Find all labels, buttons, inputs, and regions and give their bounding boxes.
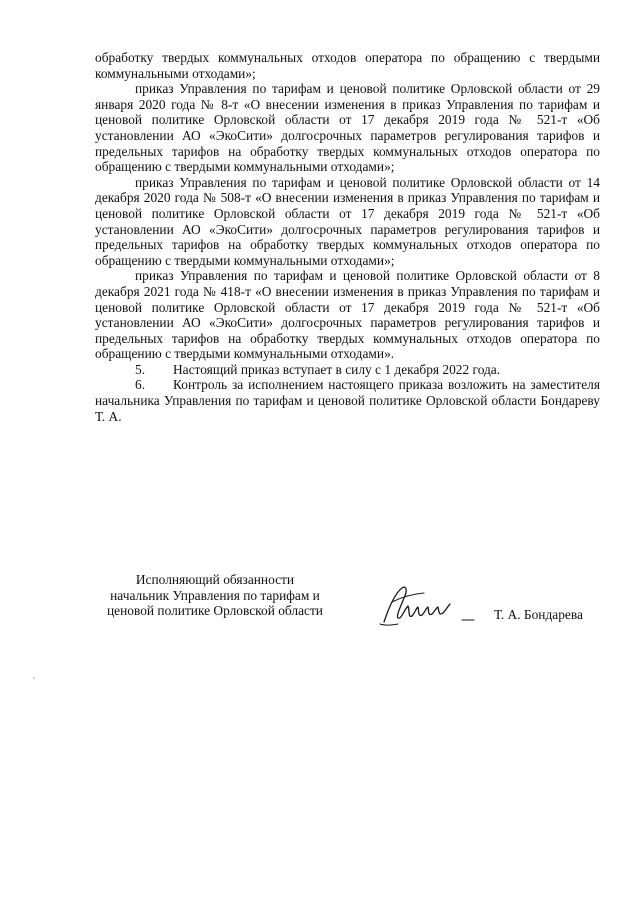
item-number: 5. (135, 361, 146, 377)
handwritten-signature (378, 580, 478, 630)
item-text: Настоящий приказ вступает в силу с 1 декабря 2022 года. (173, 361, 501, 377)
item-text: Контроль за исполнением настоящего приказа возложить на заместителя начальника Управления по тарифам и ценовой политике Орловской области Бондареву Т. А. (95, 377, 600, 424)
numbered-item-5 (95, 362, 600, 378)
signatory-position (90, 572, 340, 619)
paragraph-order-2020-december: приказ Управления по тарифам и ценовой политике Орловской области от 14 декабря 2020 года № 508-т «О внесении изменения в приказ Управления по тарифам и ценовой политике Орловской области от 17 декабря 2019 года № 521-т «Об установлении АО «ЭкоСити» долгосрочных параметров регулирования тарифов и предельных тарифов на обработку твердых коммунальных отходов оператора по обращению с твердыми коммунальными отходами»; (95, 174, 600, 268)
scan-speck (33, 677, 35, 679)
position-line: Исполняющий обязанности (135, 572, 295, 587)
document-body (95, 50, 600, 424)
numbered-item-6 (95, 377, 600, 424)
signatory-name: Т. А. Бондарева (494, 607, 583, 622)
paragraph-continuation: обработку твердых коммунальных отходов оператора по обращению с твердыми коммунальными отходами»; (95, 50, 600, 81)
position-line: ценовой политике Орловской области (107, 603, 323, 619)
paragraph-order-2020-january: приказ Управления по тарифам и ценовой политике Орловской области от 29 января 2020 года № 8-т «О внесении изменения в приказ Управления по тарифам и ценовой политике Орловской области от 17 декабря 2019 года № 521-т «Об установлении АО «ЭкоСити» долгосрочных параметров регулирования тарифов и предельных тарифов на обработку твердых коммунальных отходов оператора по обращению с твердыми коммунальными отходами»; (95, 81, 600, 175)
paragraph-order-2021-december: приказ Управления по тарифам и ценовой политике Орловской области от 8 декабря 2021 года № 418-т «О внесении изменения в приказ Управления по тарифам и ценовой политике Орловской области от 17 декабря 2019 года № 521-т «Об установлении АО «ЭкоСити» долгосрочных параметров регулирования тарифов и предельных тарифов на обработку твердых коммунальных отходов оператора по обращению с твердыми коммунальными отходами». (95, 268, 600, 362)
item-number: 6. (135, 377, 146, 393)
position-line: начальник Управления по тарифам и (110, 587, 320, 603)
